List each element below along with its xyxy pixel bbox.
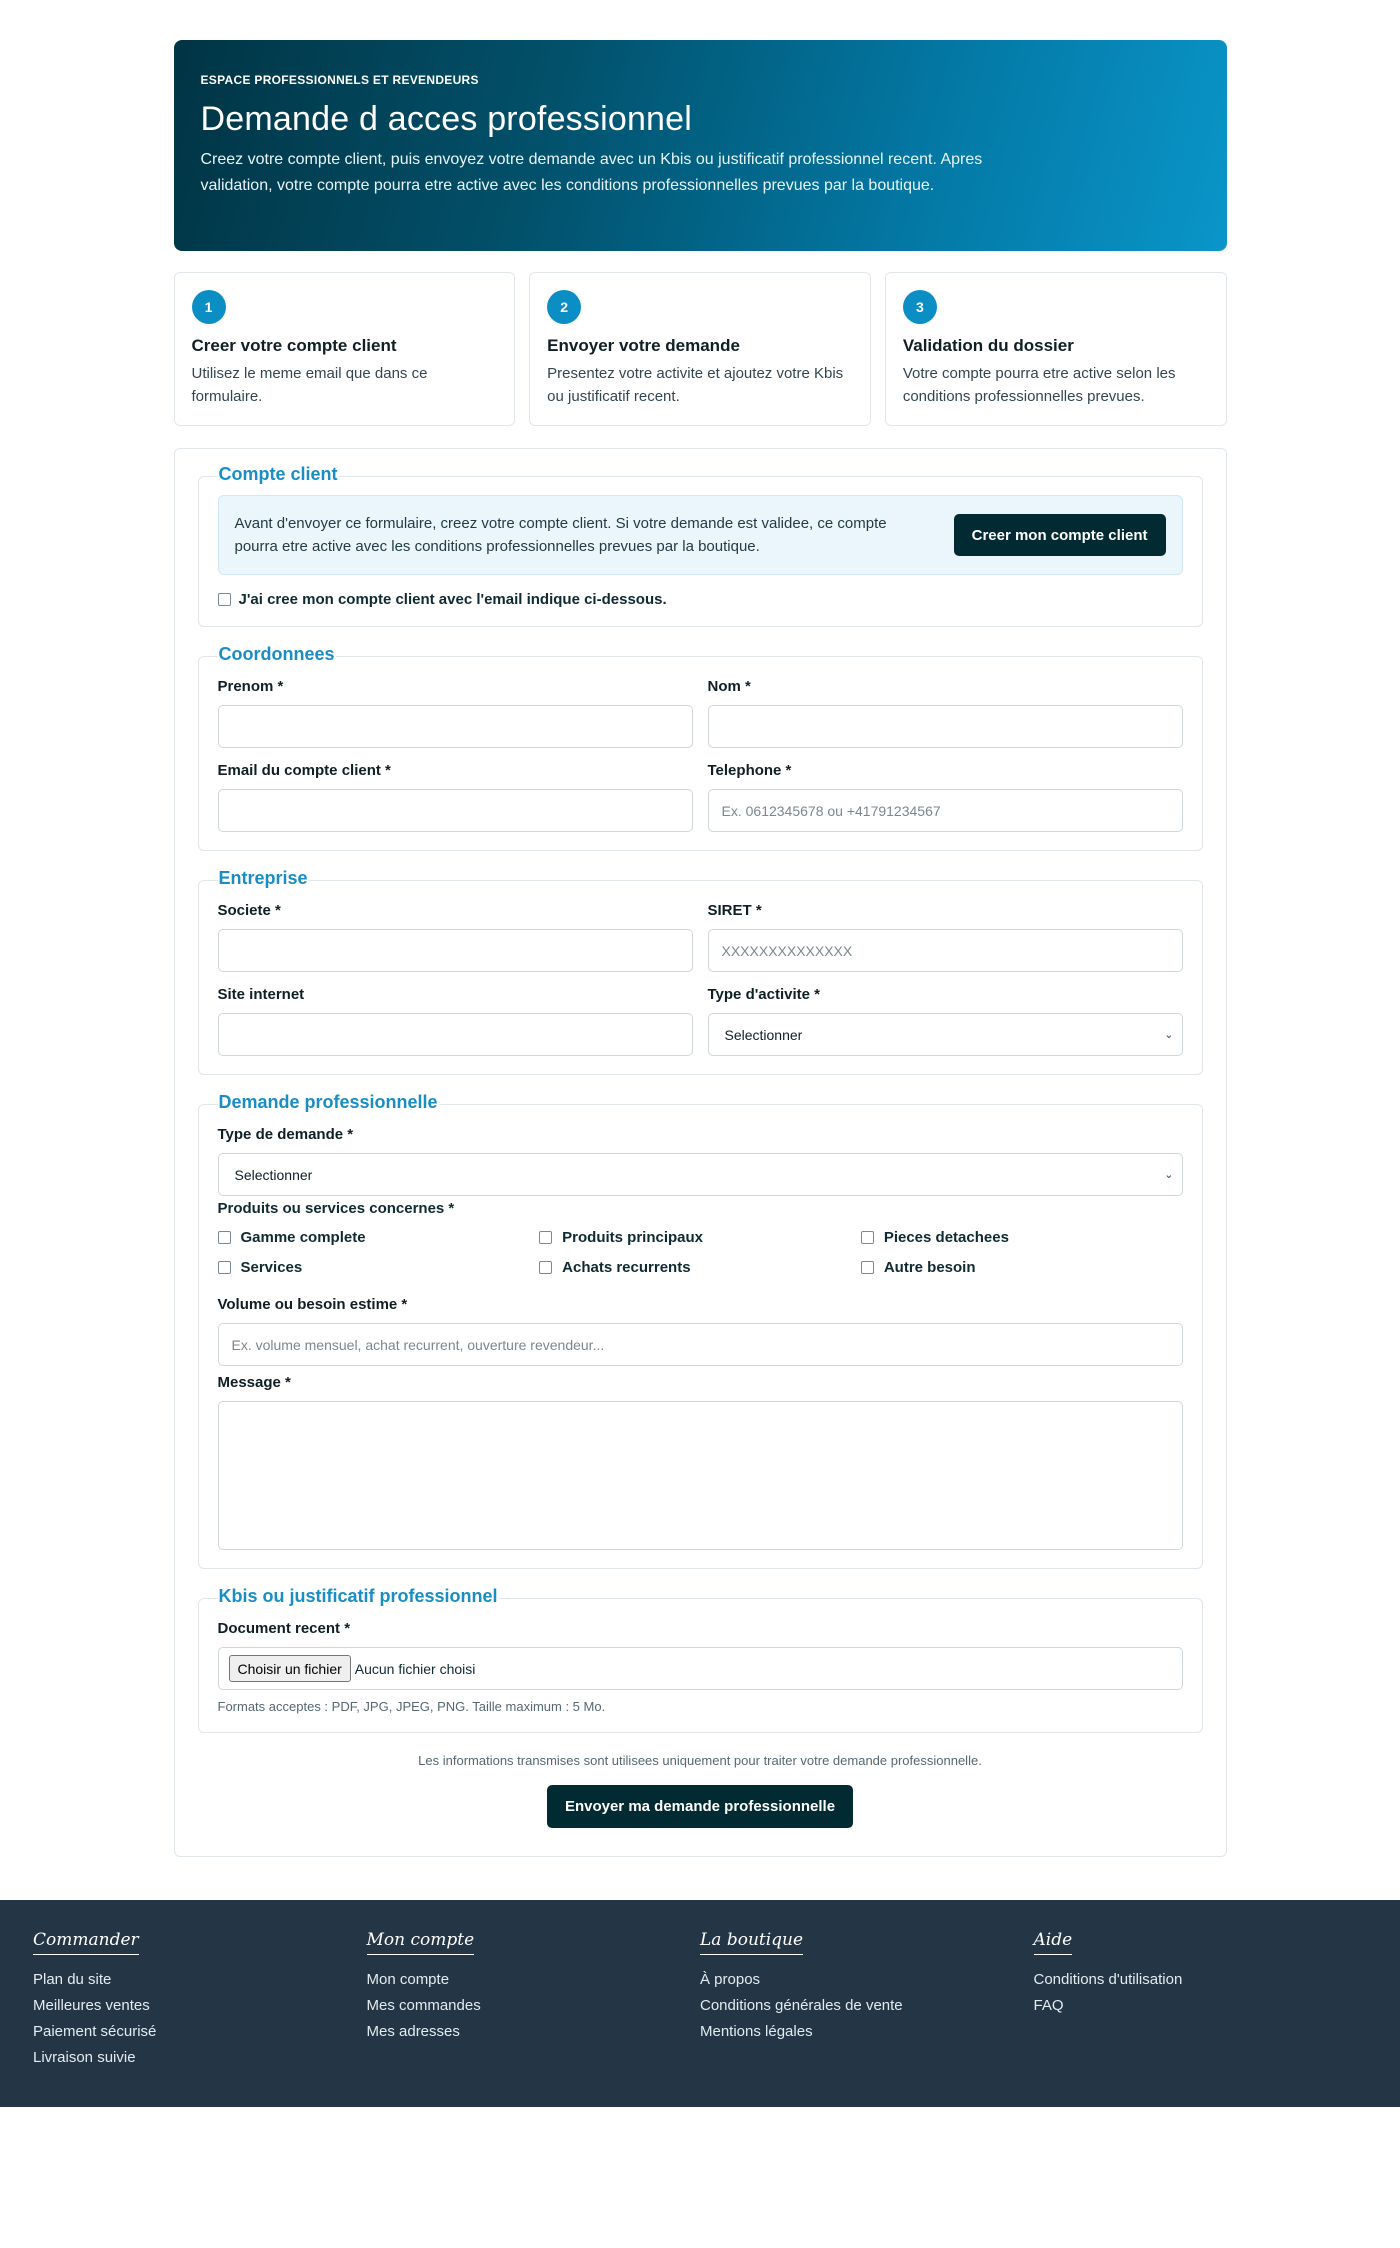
products-options bbox=[218, 1229, 1183, 1276]
pro-request-form bbox=[174, 448, 1227, 1857]
step-title: Creer votre compte client bbox=[191, 336, 397, 355]
checkbox[interactable] bbox=[218, 1261, 231, 1274]
fieldset-contact bbox=[198, 644, 1203, 851]
footer-link[interactable]: Mes adresses bbox=[366, 2023, 460, 2040]
create-account-button[interactable]: Creer mon compte client bbox=[954, 514, 1166, 556]
footer-column bbox=[367, 1930, 701, 2107]
footer-link[interactable]: À propos bbox=[700, 1971, 761, 1988]
footer-column-title: La boutique bbox=[700, 1930, 803, 1955]
account-confirm-checkbox-row[interactable] bbox=[218, 591, 1183, 608]
option-checkbox[interactable] bbox=[218, 1259, 540, 1276]
page-title: Demande d acces professionnel bbox=[200, 100, 693, 138]
step-card bbox=[885, 272, 1227, 426]
fieldset-legend: Compte client bbox=[218, 464, 338, 484]
privacy-disclaimer: Les informations transmises sont utilisees uniquement pour traiter votre demande professionnelle. bbox=[418, 1753, 982, 1768]
step-number-badge: 1 bbox=[192, 290, 226, 324]
option-checkbox[interactable] bbox=[861, 1229, 1183, 1246]
fieldset-legend: Coordonnees bbox=[218, 644, 335, 664]
option-label: Services bbox=[240, 1259, 303, 1276]
activity-select-value: Selectionner bbox=[724, 1026, 803, 1043]
option-checkbox[interactable] bbox=[539, 1229, 861, 1246]
checkbox-label: J'ai cree mon compte client avec l'email indique ci-dessous. bbox=[238, 591, 667, 608]
fieldset-company bbox=[198, 868, 1203, 1075]
siret-input[interactable] bbox=[708, 929, 1183, 972]
footer-column bbox=[1034, 1930, 1368, 2107]
request-type-select-value: Selectionner bbox=[234, 1166, 313, 1183]
company-input[interactable] bbox=[218, 929, 693, 972]
volume-label: Volume ou besoin estime * bbox=[217, 1296, 408, 1313]
file-input[interactable] bbox=[218, 1647, 1183, 1690]
fieldset-document bbox=[198, 1586, 1203, 1733]
checkbox[interactable] bbox=[218, 1231, 231, 1244]
option-checkbox[interactable] bbox=[861, 1259, 1183, 1276]
footer-link[interactable]: Paiement sécurisé bbox=[33, 2023, 157, 2040]
footer-link[interactable]: Mentions légales bbox=[700, 2023, 813, 2040]
footer-column-title: Aide bbox=[1034, 1930, 1073, 1955]
company-label: Societe * bbox=[217, 902, 281, 919]
step-number-badge: 2 bbox=[547, 290, 581, 324]
message-textarea[interactable] bbox=[218, 1401, 1183, 1550]
footer-column-title: Commander bbox=[33, 1930, 139, 1955]
step-card bbox=[529, 272, 871, 426]
footer-link[interactable]: Livraison suivie bbox=[33, 2049, 136, 2066]
step-text: Votre compte pourra etre active selon les conditions professionnelles prevues. bbox=[902, 365, 1176, 405]
footer-link[interactable]: Plan du site bbox=[33, 1971, 112, 1988]
phone-input[interactable] bbox=[708, 789, 1183, 832]
footer-link[interactable]: Meilleures ventes bbox=[33, 1997, 150, 2014]
volume-input[interactable] bbox=[218, 1323, 1183, 1366]
checkbox[interactable] bbox=[218, 593, 231, 606]
footer-link[interactable]: Mes commandes bbox=[366, 1997, 481, 2014]
option-label: Produits principaux bbox=[562, 1229, 704, 1246]
fieldset-legend: Kbis ou justificatif professionnel bbox=[218, 1586, 498, 1606]
firstname-input[interactable] bbox=[218, 705, 693, 748]
file-status: Aucun fichier choisi bbox=[354, 1660, 476, 1677]
checkbox[interactable] bbox=[861, 1231, 874, 1244]
hero-description: Creez votre compte client, puis envoyez votre demande avec un Kbis ou justificatif professionnel recent. Apres validation, votre compte pourra etre active avec les conditions professionnelles prevues par la boutique. bbox=[200, 151, 983, 194]
choose-file-button[interactable]: Choisir un fichier bbox=[229, 1655, 351, 1682]
fieldset-account bbox=[198, 464, 1203, 627]
lastname-input[interactable] bbox=[708, 705, 1183, 748]
phone-label: Telephone * bbox=[707, 762, 792, 779]
option-label: Autre besoin bbox=[883, 1259, 976, 1276]
message-label: Message * bbox=[217, 1374, 291, 1391]
submit-button[interactable]: Envoyer ma demande professionnelle bbox=[547, 1785, 853, 1828]
option-checkbox[interactable] bbox=[539, 1259, 861, 1276]
email-input[interactable] bbox=[218, 789, 693, 832]
file-hint: Formats acceptes : PDF, JPG, JPEG, PNG. Taille maximum : 5 Mo. bbox=[217, 1699, 606, 1714]
footer-column bbox=[700, 1930, 1034, 2107]
activity-label: Type d'activite * bbox=[707, 986, 820, 1003]
step-text: Utilisez le meme email que dans ce formulaire. bbox=[191, 365, 428, 405]
request-type-label: Type de demande * bbox=[217, 1126, 354, 1143]
email-label: Email du compte client * bbox=[217, 762, 391, 779]
footer-link[interactable]: Mon compte bbox=[366, 1971, 450, 1988]
lastname-label: Nom * bbox=[707, 678, 751, 695]
notice-text: Avant d'envoyer ce formulaire, creez votre compte client. Si votre demande est validee, ce compte pourra etre active avec les conditions professionnelles prevues par la boutique. bbox=[234, 515, 887, 555]
option-checkbox[interactable] bbox=[218, 1229, 540, 1246]
footer-link[interactable]: FAQ bbox=[1033, 1997, 1064, 2014]
website-input[interactable] bbox=[218, 1013, 693, 1056]
fieldset-legend: Demande professionnelle bbox=[218, 1092, 438, 1112]
footer-column bbox=[33, 1930, 367, 2107]
chevron-down-icon: ⌄ bbox=[1164, 1029, 1174, 1041]
option-label: Pieces detachees bbox=[883, 1229, 1009, 1246]
activity-select[interactable] bbox=[708, 1013, 1183, 1056]
request-type-select[interactable] bbox=[218, 1153, 1183, 1196]
fieldset-legend: Entreprise bbox=[218, 868, 308, 888]
hero-banner bbox=[174, 40, 1227, 251]
checkbox[interactable] bbox=[861, 1261, 874, 1274]
page-container bbox=[174, 0, 1227, 1857]
firstname-label: Prenom * bbox=[217, 678, 284, 695]
step-title: Envoyer votre demande bbox=[547, 336, 740, 355]
siret-label: SIRET * bbox=[707, 902, 762, 919]
step-text: Presentez votre activite et ajoutez votre Kbis ou justificatif recent. bbox=[547, 365, 844, 405]
checkbox[interactable] bbox=[539, 1231, 552, 1244]
hero-eyebrow: ESPACE PROFESSIONNELS ET REVENDEURS bbox=[200, 73, 479, 87]
footer-link[interactable]: Conditions d'utilisation bbox=[1033, 1971, 1183, 1988]
step-number-badge: 3 bbox=[903, 290, 937, 324]
fieldset-request bbox=[198, 1092, 1203, 1569]
document-label: Document recent * bbox=[217, 1620, 351, 1637]
checkbox[interactable] bbox=[539, 1261, 552, 1274]
products-label: Produits ou services concernes * bbox=[217, 1200, 455, 1217]
account-notice bbox=[218, 495, 1183, 575]
site-footer bbox=[0, 1900, 1400, 2107]
step-title: Validation du dossier bbox=[902, 336, 1074, 355]
footer-column-title: Mon compte bbox=[367, 1930, 475, 1955]
chevron-down-icon: ⌄ bbox=[1164, 1169, 1174, 1181]
option-label: Achats recurrents bbox=[562, 1259, 691, 1276]
step-card bbox=[174, 272, 516, 426]
steps-list bbox=[174, 272, 1227, 426]
website-label: Site internet bbox=[217, 986, 305, 1003]
option-label: Gamme complete bbox=[240, 1229, 366, 1246]
footer-link[interactable]: Conditions générales de vente bbox=[700, 1997, 903, 2014]
